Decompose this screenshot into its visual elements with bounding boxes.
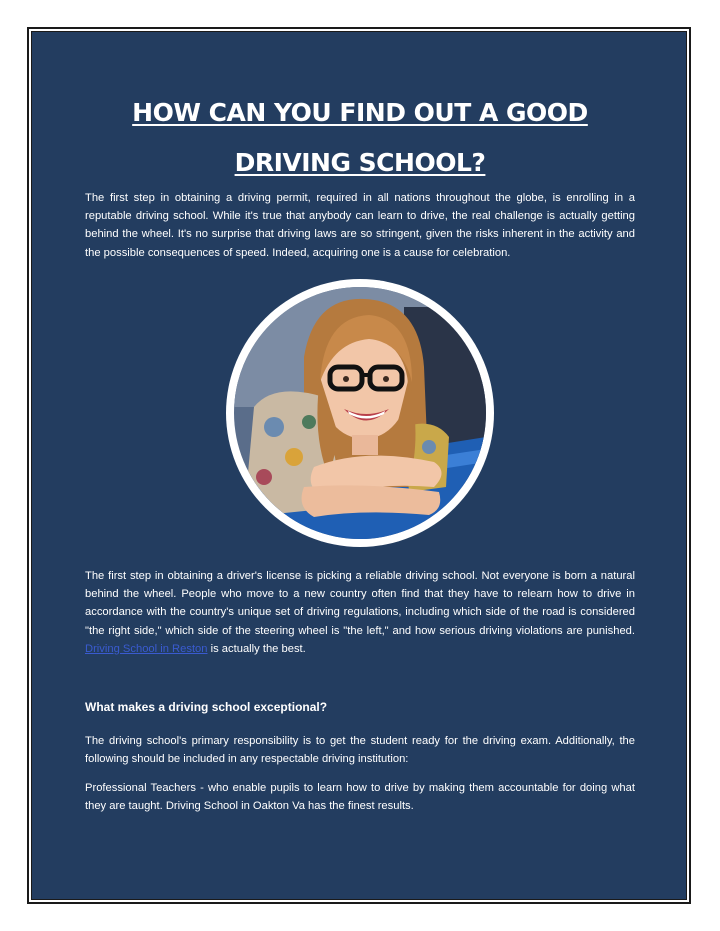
title-line-1: HOW CAN YOU FIND OUT A GOOD [132,98,588,127]
page-title [60,88,660,188]
title-line-2: DRIVING SCHOOL? [234,148,486,177]
driving-school-reston-link[interactable]: Driving School in Reston [85,642,208,655]
section-heading: What makes a driving school exceptional? [85,700,328,714]
woman-photo [234,287,486,539]
responsibility-paragraph: The driving school's primary responsibility is to get the student ready for the driving exam. Additionally, the following should be included in any respectable driving institution: [85,735,635,766]
license-paragraph [85,567,635,658]
teachers-paragraph: Professional Teachers - who enable pupils to learn how to drive by making them accountable for doing what they are taught. Driving School in Oakton Va has the finest results. [85,782,635,813]
license-paragraph-tail: is actually the best. [207,642,306,655]
photo-frame [226,279,494,547]
intro-paragraph: The first step in obtaining a driving permit, required in all nations throughout the globe, is enrolling in a reputable driving school. While it's true that anybody can learn to drive, the real challenge is actually getting behind the wheel. It's no surprise that driving laws are so stringent, given the risks inherent in the activity and the possible consequences of speed. Indeed, acquiring one is a cause for celebration. [85,192,635,259]
license-paragraph-text: The first step in obtaining a driver's license is picking a reliable driving school. Not everyone is born a natural behind the wheel. People who move to a new country often find that they have to relearn how to drive in accordance with the country's unique set of driving regulations, including which side of the road is considered "the right side," which side of the steering wheel is "the left," and how serious driving violations are punished. [85,570,635,637]
